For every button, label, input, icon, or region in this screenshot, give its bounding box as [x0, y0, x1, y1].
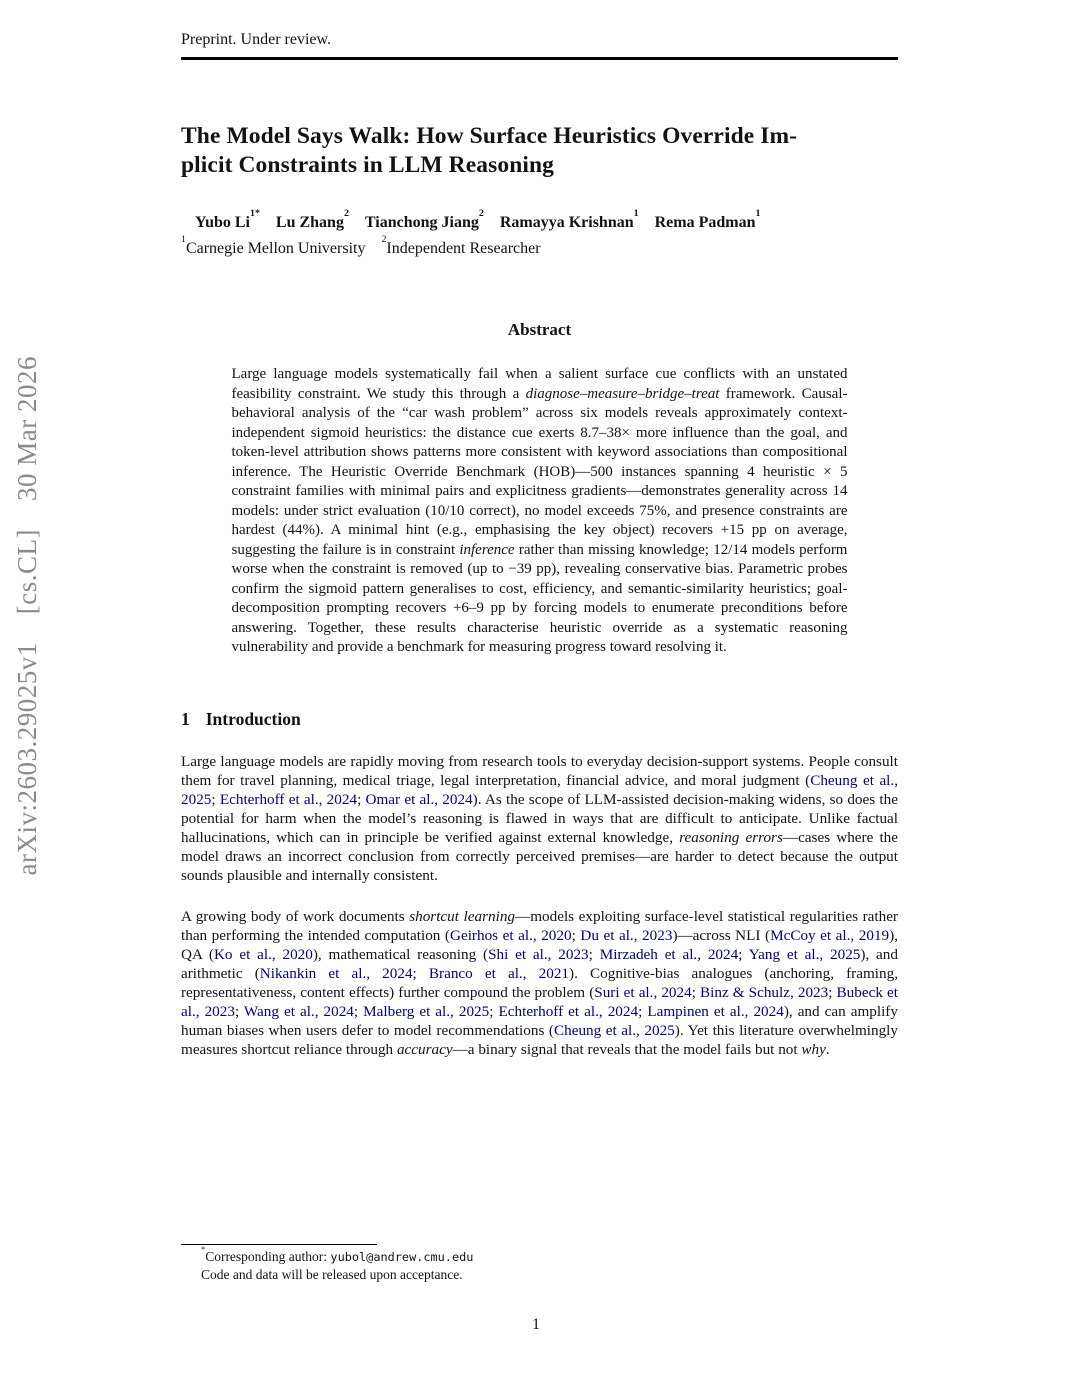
footnote-code-release: Code and data will be released upon acceptance. [201, 1267, 463, 1282]
citation-link[interactable]: Du et al., 2023 [580, 926, 673, 944]
paper-title-line-1: The Model Says Walk: How Surface Heuristics Override Im- [181, 123, 798, 149]
footnote-corresponding-author: *Corresponding author: yubol@andrew.cmu.edu [201, 1244, 474, 1264]
footnote [181, 1244, 898, 1283]
intro-paragraph-1: Large language models are rapidly moving from research tools to everyday decision-support systems. People consult them for travel planning, medical triage, legal interpretation, financial advice, and moral judgment (Cheung et al., 2025; Echterhoff et al., 2024; Omar et al., 2024). As the scope of LLM-assisted decision-making widens, so does the potential for harm when the model’s reasoning is flawed in ways that are difficult to anticipate. Unlike factual hallucinations, which can in principle be verified against external knowledge, reasoning errors—cases where the model draws an incorrect conclusion from correctly perceived premises—are harder to detect because the output sounds plausible and internally consistent. [181, 752, 899, 884]
page-number: 1 [532, 1316, 540, 1333]
paper-title-line-2: plicit Constraints in LLM Reasoning [181, 152, 555, 178]
section-heading-introduction [181, 708, 898, 730]
citation-link[interactable]: Geirhos et al., 2020 [450, 926, 572, 944]
footnote-rule [181, 1244, 377, 1245]
citation-link[interactable]: Nikankin et al., 2024 [259, 964, 413, 982]
citation-link[interactable]: Bubeck et al., 2023 [181, 983, 898, 1020]
authors-line: Yubo $Li^{1*}$ Lu Zhang$^2$ Tianchong Jiang$^2$ Ramayya Krishnan$^1$ Rema Padman$^1$ [195, 208, 761, 231]
citation-link[interactable]: Ko et al., 2020 [213, 945, 313, 963]
section-number: 1 [181, 708, 190, 729]
citation-link[interactable]: Cheung et al., 2025 [553, 1021, 675, 1039]
citation-link[interactable]: Binz & Schulz, 2023 [700, 983, 829, 1001]
abstract-heading: Abstract [507, 320, 572, 339]
paper-content [181, 30, 898, 1059]
preprint-notice: Preprint. Under review. [181, 30, 898, 60]
citation-link[interactable]: Omar et al., 2024 [365, 790, 473, 808]
citation-link[interactable]: Mirzadeh et al., 2024 [599, 945, 739, 963]
section-title: Introduction [205, 708, 301, 729]
citation-link[interactable]: Cheung et al., 2025 [181, 771, 898, 808]
citation-link[interactable]: Echterhoff et al., 2024 [498, 1002, 639, 1020]
citation-link[interactable]: Lampinen et al., 2024 [647, 1002, 784, 1020]
citation-link[interactable]: Yang et al., 2025 [748, 945, 861, 963]
citation-link[interactable]: Malberg et al., 2025 [363, 1002, 490, 1020]
affiliations-line: $^1$Carnegie Mellon University $^2$Independent Researcher [181, 234, 541, 257]
citation-link[interactable]: Wang et al., 2024 [243, 1002, 354, 1020]
paper-title [181, 122, 898, 180]
email-address: yubol@andrew.cmu.edu [330, 1250, 474, 1264]
citation-link[interactable]: Shi et al., 2023 [488, 945, 589, 963]
arxiv-watermark: arXiv:2603.29025v1 [cs.CL] 30 Mar 2026 [12, 356, 42, 876]
citation-link[interactable]: Suri et al., 2024 [594, 983, 692, 1001]
citation-link[interactable]: Branco et al., 2021 [428, 964, 570, 982]
citation-link[interactable]: Echterhoff et al., 2024 [219, 790, 358, 808]
abstract-body: Large language models systematically fail when a salient surface cue conflicts with an unstated feasibility constraint. We study this through a diagnose–measure–bridge–treat framework. Causal-behavioral analysis of the “car wash problem” across six models reveals approximately context-independent sigmoid heuristics: the distance cue exerts 8.7–38× more influence than the goal, and token-level attribution shows patterns more consistent with keyword associations than compositional inference. The Heuristic Override Benchmark (HOB)—500 instances spanning 4 heuristic × 5 constraint families with minimal pairs and explicitness gradients—demonstrates generality across 14 models: under strict evaluation (10/10 correct), no model exceeds 75%, and presence constraints are hardest (44%). A minimal hint (e.g., emphasising the key object) recovers +15 pp on average, suggesting the failure is in constraint inference rather than missing knowledge; 12/14 models perform worse when the constraint is removed (up to −39 pp), revealing conservative bias. Parametric probes confirm the sigmoid pattern generalises to cost, efficiency, and semantic-similarity heuristics; goal-decomposition prompting recovers +6–9 pp by forcing models to enumerate preconditions before answering. Together, these results characterise heuristic override as a systematic reasoning vulnerability and provide a benchmark for measuring progress toward resolving it. [231, 366, 848, 655]
citation-link[interactable]: McCoy et al., 2019 [770, 926, 890, 944]
intro-paragraph-2: A growing body of work documents shortcut learning—models exploiting surface-level statistical regularities rather than performing the intended computation (Geirhos et al., 2020; Du et al., 2023)—across NLI (McCoy et al., 2019), QA (Ko et al., 2020), mathematical reasoning (Shi et al., 2023; Mirzadeh et al., 2024; Yang et al., 2025), and arithmetic (Nikankin et al., 2024; Branco et al., 2021). Cognitive-bias analogues (anchoring, framing, representativeness, content effects) further compound the problem (Suri et al., 2024; Binz & Schulz, 2023; Bubeck et al., 2023; Wang et al., 2024; Malberg et al., 2025; Echterhoff et al., 2024; Lampinen et al., 2024), and can amplify human biases when users defer to model recommendations (Cheung et al., 2025). Yet this literature overwhelmingly measures shortcut reliance through accuracy—a binary signal that reveals that the model fails but not why. [181, 907, 899, 1058]
